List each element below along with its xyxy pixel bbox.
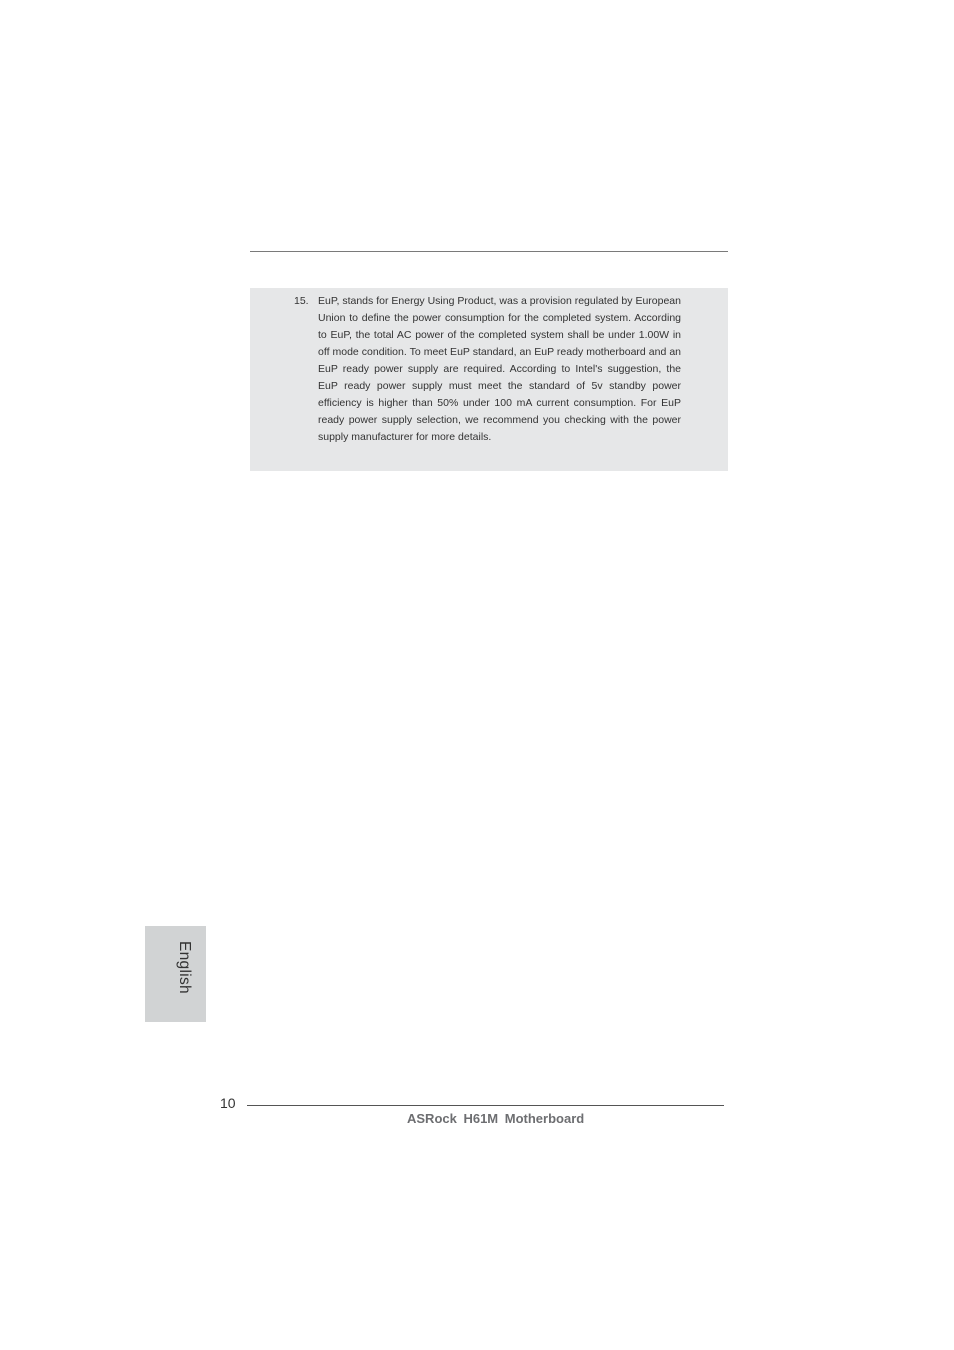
- list-item: [294, 293, 681, 446]
- list-item-text: EuP, stands for Energy Using Product, was a provision regulated by European Union to define the power consumption for the completed system. According to EuP, the total AC power of the completed system shall be under 1.00W in off mode condition. To meet EuP standard, an EuP ready motherboard and an EuP ready power supply are required. According to Intel's suggestion, the EuP ready power supply must meet the standard of 5v standby power efficiency is higher than 50% under 100 mA current consumption. For EuP ready power supply selection, we recommend you checking with the power supply manufacturer for more details.: [318, 295, 681, 443]
- note-box: [250, 288, 728, 471]
- list-item-number: 15.: [294, 295, 309, 307]
- language-tab: [145, 926, 206, 1022]
- header-divider: [250, 251, 728, 252]
- footer-divider: [247, 1105, 724, 1106]
- page-number: 10: [220, 1095, 236, 1111]
- language-tab-label: English: [176, 941, 193, 994]
- footer-title: ASRock H61M Motherboard: [407, 1111, 585, 1126]
